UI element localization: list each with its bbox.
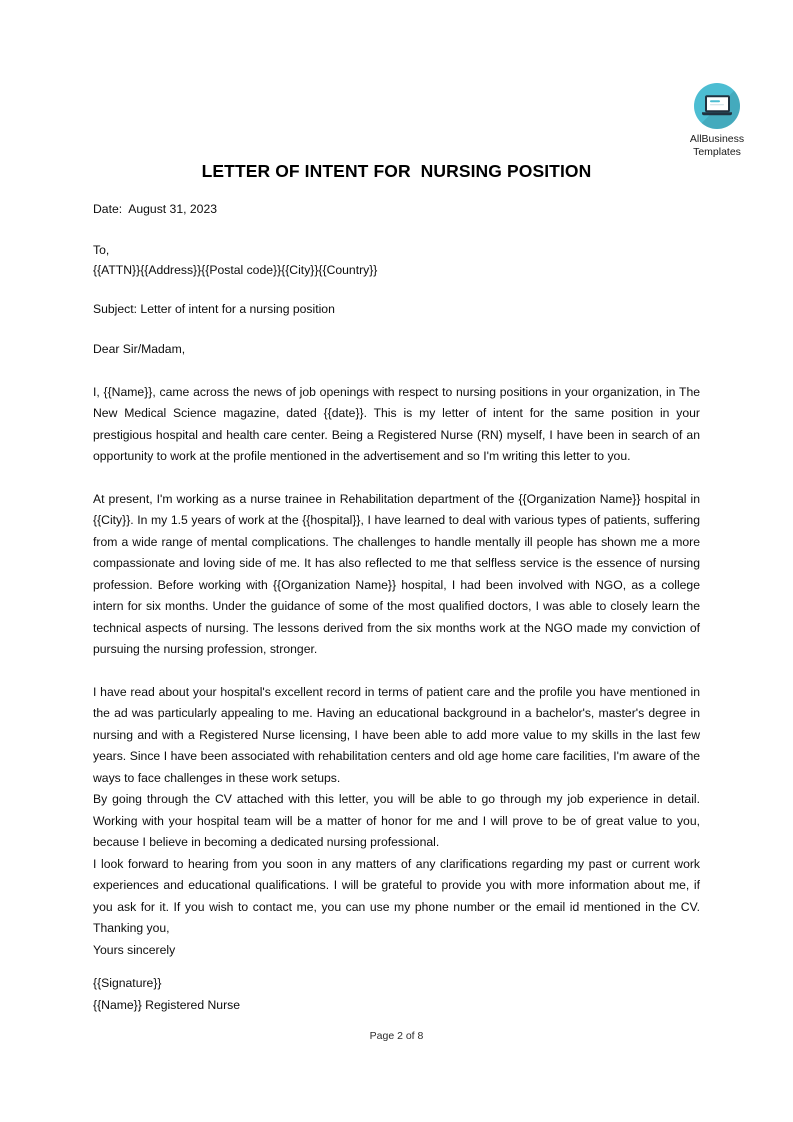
brand-logo-block: [664, 83, 770, 158]
spacer: [93, 221, 700, 240]
paragraph-4: By going through the CV attached with this letter, you will be able to go through my job experience in detail. Working with your hospital team will be a matter of honor for me and I will prove to be of great value to you, because I believe in becoming a dedicated nursing professional.: [93, 792, 700, 849]
laptop-screen-line: [710, 100, 721, 102]
recipient-address-block: [93, 240, 700, 280]
date-line: Date: August 31, 2023: [93, 202, 217, 216]
spacer: [93, 320, 700, 339]
letter-body: [93, 199, 700, 1016]
spacer: [93, 361, 700, 382]
paragraph-2: At present, I'm working as a nurse trainee in Rehabilitation department of the {{Organization Name}} hospital in {{City}}. In my 1.5 years of work at the {{hospital}}, I have learned to deal with various types of patients, suffering from a wide range of mental complications. The challenges to handle mentally ill people has shown me a more compassionate and loving side of me. It has also reflected to me that selfless service is the essence of nursing profession. Before working with {{Organization Name}} hospital, I had been involved with NGO, as a college intern for six months. Under the guidance of some of the most qualified doctors, I was able to closely learn the technical aspects of nursing. The lessons derived from the six months work at the NGO made my conviction of pursuing the nursing profession, stronger.: [93, 491, 700, 656]
brand-name-line-1: AllBusiness: [689, 133, 745, 145]
salutation: Dear Sir/Madam,: [93, 342, 186, 356]
laptop-icon: [702, 95, 732, 115]
subject-line: Subject: Letter of intent for a nursing position: [93, 301, 335, 316]
to-label: To,: [93, 242, 110, 257]
paragraph-1: I, {{Name}}, came across the news of job openings with respect to nursing positions in your organization, in The New Medical Science magazine, dated {{date}}. This is my letter of intent for the same position in your prestigious hospital and health care center. Being a Registered Nurse (RN) myself, I have been in search of an opportunity to work at the profile mentioned in the advertisement and so I'm writing this letter to you.: [93, 384, 700, 463]
allbusiness-templates-logo-icon: [694, 83, 740, 129]
spacer: [93, 961, 700, 973]
page-title: LETTER OF INTENT FOR NURSING POSITION: [201, 161, 592, 181]
spacer: [93, 661, 700, 682]
signature-placeholder: {{Signature}}: [93, 976, 162, 990]
laptop-base: [702, 112, 732, 115]
laptop-screen: [705, 95, 730, 112]
paragraph-5: I look forward to hearing from you soon in any matters of any clarifications regarding my past or current work experiences and educational qualifications. I will be grateful to provide you with more information about me, if you ask for it. If you wish to contact me, you can use my phone number or the email id mentioned in the CV. Thanking you,: [93, 856, 700, 935]
spacer: [93, 468, 700, 489]
signer-name: {{Name}} Registered Nurse: [93, 997, 241, 1012]
laptop-screen-line: [710, 104, 724, 106]
spacer: [93, 280, 700, 299]
closing-line: Yours sincerely: [93, 942, 176, 957]
address-placeholders: {{ATTN}}{{Address}}{{Postal code}}{{City}}{{Country}}: [93, 262, 378, 277]
brand-name: [664, 133, 770, 158]
brand-name-line-2: Templates: [693, 145, 741, 158]
paragraph-3: I have read about your hospital's excellent record in terms of patient care and the profile you have mentioned in the ad was particularly appealing to me. Having an educational background in a bachelor's, master's degree in nursing and with a Registered Nurse licensing, I have been able to add more value to my skills in the last few years. Since I have been associated with rehabilitation centers and old age home care facilities, I'm aware of the ways to face challenges in these work setups.: [93, 684, 700, 785]
page-footer: Page 2 of 8: [369, 1030, 424, 1042]
